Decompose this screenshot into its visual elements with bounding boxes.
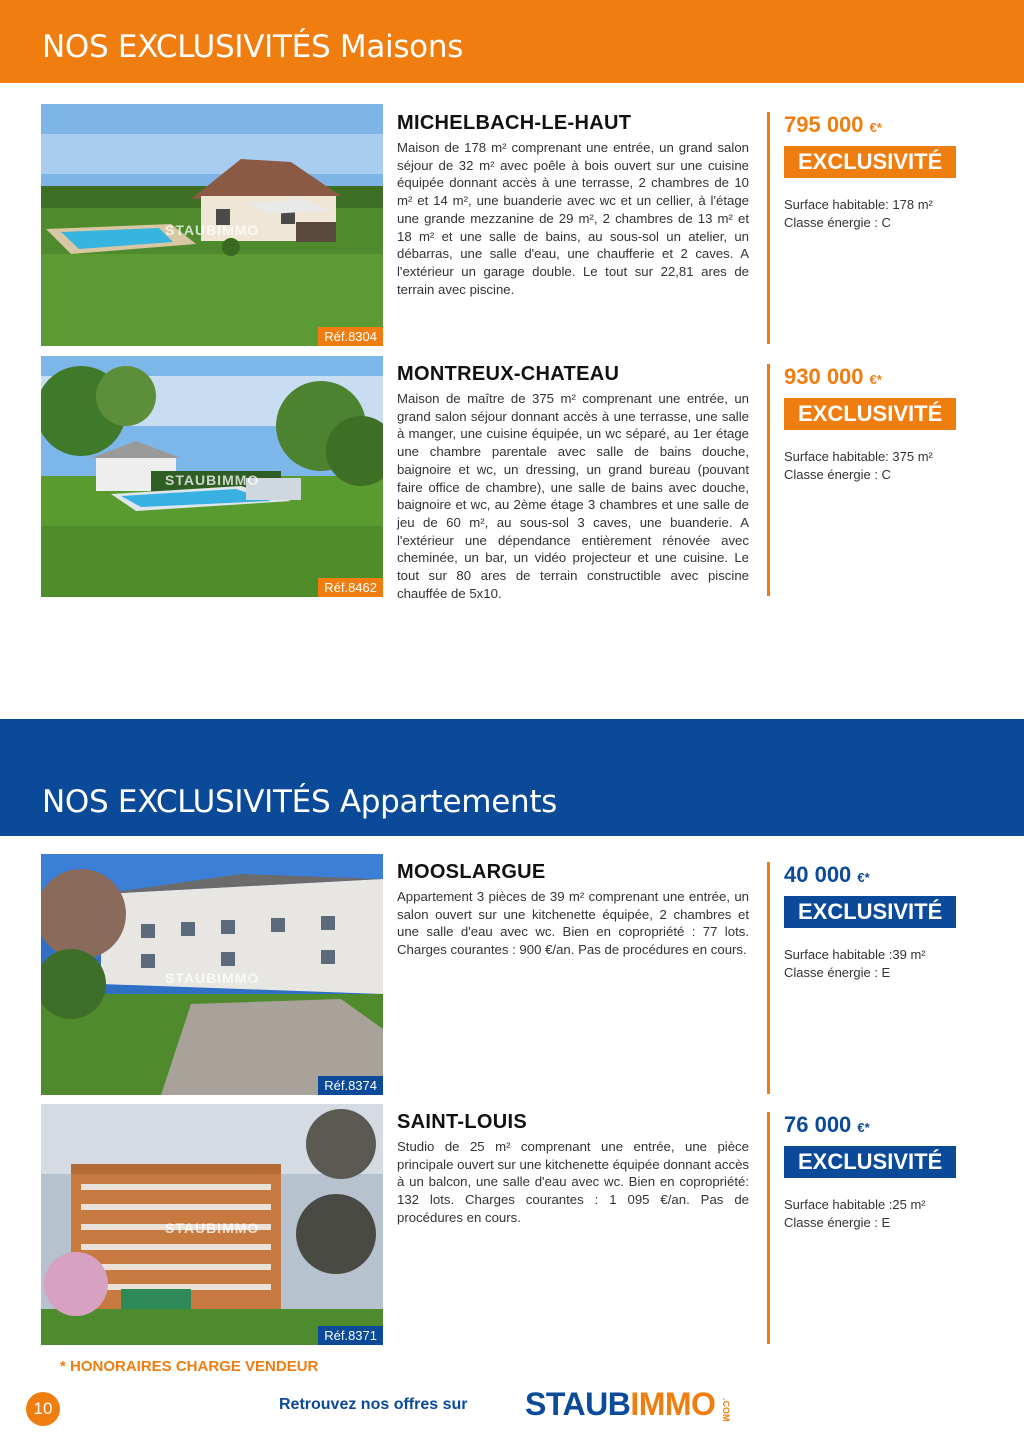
listing-price-block (784, 364, 984, 484)
exclusivite-badge: EXCLUSIVITÉ (784, 896, 956, 928)
exclusivite-badge: EXCLUSIVITÉ (784, 1146, 956, 1178)
classe-energie: Classe énergie : E (784, 1215, 891, 1230)
listing-text: Appartement 3 pièces de 39 m² comprenant une entrée, un salon ouvert sur une kitchenette équipée, 2 chambres et une salle d'eau avec wc. Bien en copropriété : 77 lots. Charges courantes : 900 €/an. Pas de procédures en cours. (397, 889, 749, 958)
reference-label: Réf.8371 (318, 1326, 383, 1345)
specs (784, 196, 984, 232)
page-number: 10 (26, 1392, 60, 1426)
price: 795 000 €* (784, 112, 882, 137)
reference-label: Réf.8462 (318, 578, 383, 597)
section-title-maisons: NOS EXCLUSIVITÉS Maisons (42, 29, 464, 65)
separator-line (767, 862, 770, 1094)
listing-mooslargue[interactable] (0, 854, 1024, 1096)
exclusivite-badge: EXCLUSIVITÉ (784, 146, 956, 178)
listing-description (397, 112, 749, 298)
surface-habitable: Surface habitable: 178 m² (784, 197, 933, 212)
section-banner-appartements (0, 719, 1024, 836)
listing-saint-louis[interactable] (0, 1104, 1024, 1346)
retrouvez-text: Retrouvez nos offres sur (279, 1396, 468, 1413)
listing-price-block (784, 862, 984, 982)
honoraires-note: * HONORAIRES CHARGE VENDEUR (60, 1358, 319, 1375)
staubimmo-logo[interactable]: STAUBIMMO (525, 1386, 716, 1422)
listing-price-block (784, 112, 984, 232)
classe-energie: Classe énergie : E (784, 965, 891, 980)
listing-text: Maison de 178 m² comprenant une entrée, un grand salon séjour de 32 m² avec poêle à bois ouvert sur une cuisine équipée donnant accès à une terrasse, 2 chambres de 10 m² et 14 m², une buanderie avec wc et un cellier, à l'étage une grande mezzanine de 29 m², 2 chambres de 13 m² et 18 m² et une salle de bains, au sous-sol un atelier, un débarras, une salle d'eau, une chaufferie et 2 caves. A l'extérieur un garage double. Le tout sur 22,81 ares de terrain avec piscine. (397, 140, 749, 297)
surface-habitable: Surface habitable :25 m² (784, 1197, 926, 1212)
price: 40 000 €* (784, 862, 870, 887)
listing-text: Studio de 25 m² comprenant une entrée, une pièce principale ouvert sur une kitchenette équipée donnant accès à un balcon, une salle d'eau avec wc. Bien en copropriété: 132 lots. Charges courantes : 1 095 €/an. Pas de procédures en cours. (397, 1139, 749, 1225)
listing-city: MICHELBACH-LE-HAUT (397, 112, 632, 134)
property-photo[interactable] (41, 104, 383, 346)
property-photo[interactable] (41, 1104, 383, 1345)
watermark: STAUBIMMO (165, 472, 260, 488)
separator-line (767, 364, 770, 596)
listing-description (397, 1111, 749, 1227)
property-photo[interactable] (41, 854, 383, 1095)
listing-description (397, 861, 749, 959)
exclusivite-badge: EXCLUSIVITÉ (784, 398, 956, 430)
property-photo[interactable] (41, 356, 383, 597)
listing-city: SAINT-LOUIS (397, 1111, 527, 1133)
listing-city: MONTREUX-CHATEAU (397, 363, 620, 385)
reference-label: Réf.8374 (318, 1076, 383, 1095)
specs (784, 448, 984, 484)
listing-price-block (784, 1112, 984, 1232)
listing-montreux[interactable] (0, 356, 1024, 601)
specs (784, 1196, 984, 1232)
watermark: STAUBIMMO (165, 970, 260, 986)
price: 76 000 €* (784, 1112, 870, 1137)
listing-michelbach[interactable] (0, 104, 1024, 346)
listing-text: Maison de maître de 375 m² comprenant une entrée, un grand salon séjour donnant accès à une terrasse, une salle à manger, une cuisine équipée, un wc séparé, au 1er étage une chambre parentale avec salle de bains douche, baignoire et wc, un dressing, un grand bureau (pouvant faire office de chambre), une salle de bains avec douche, baignoire et wc, au 2ème étage 3 chambres et une salle de jeu de 60 m², au sous-sol 3 caves, une buanderie. A l'extérieur une dépendance entièrement rénovée avec cheminée, un bar, un vidéo projecteur et une cuisine. Le tout sur 80 ares de terrain constructible avec piscine chauffée de 5x10. (397, 391, 749, 601)
watermark: STAUBIMMO (165, 1220, 260, 1236)
surface-habitable: Surface habitable :39 m² (784, 947, 926, 962)
section-title-appartements: NOS EXCLUSIVITÉS Appartements (42, 784, 558, 820)
listing-city: MOOSLARGUE (397, 861, 546, 883)
classe-energie: Classe énergie : C (784, 467, 891, 482)
reference-label: Réf.8304 (318, 327, 383, 346)
classe-energie: Classe énergie : C (784, 215, 891, 230)
logo-com-suffix: .COM (721, 1398, 731, 1422)
section-banner-maisons (0, 0, 1024, 83)
watermark: STAUBIMMO (165, 222, 260, 238)
price: 930 000 €* (784, 364, 882, 389)
specs (784, 946, 984, 982)
separator-line (767, 1112, 770, 1344)
surface-habitable: Surface habitable: 375 m² (784, 449, 933, 464)
listing-description (397, 363, 749, 602)
separator-line (767, 112, 770, 344)
